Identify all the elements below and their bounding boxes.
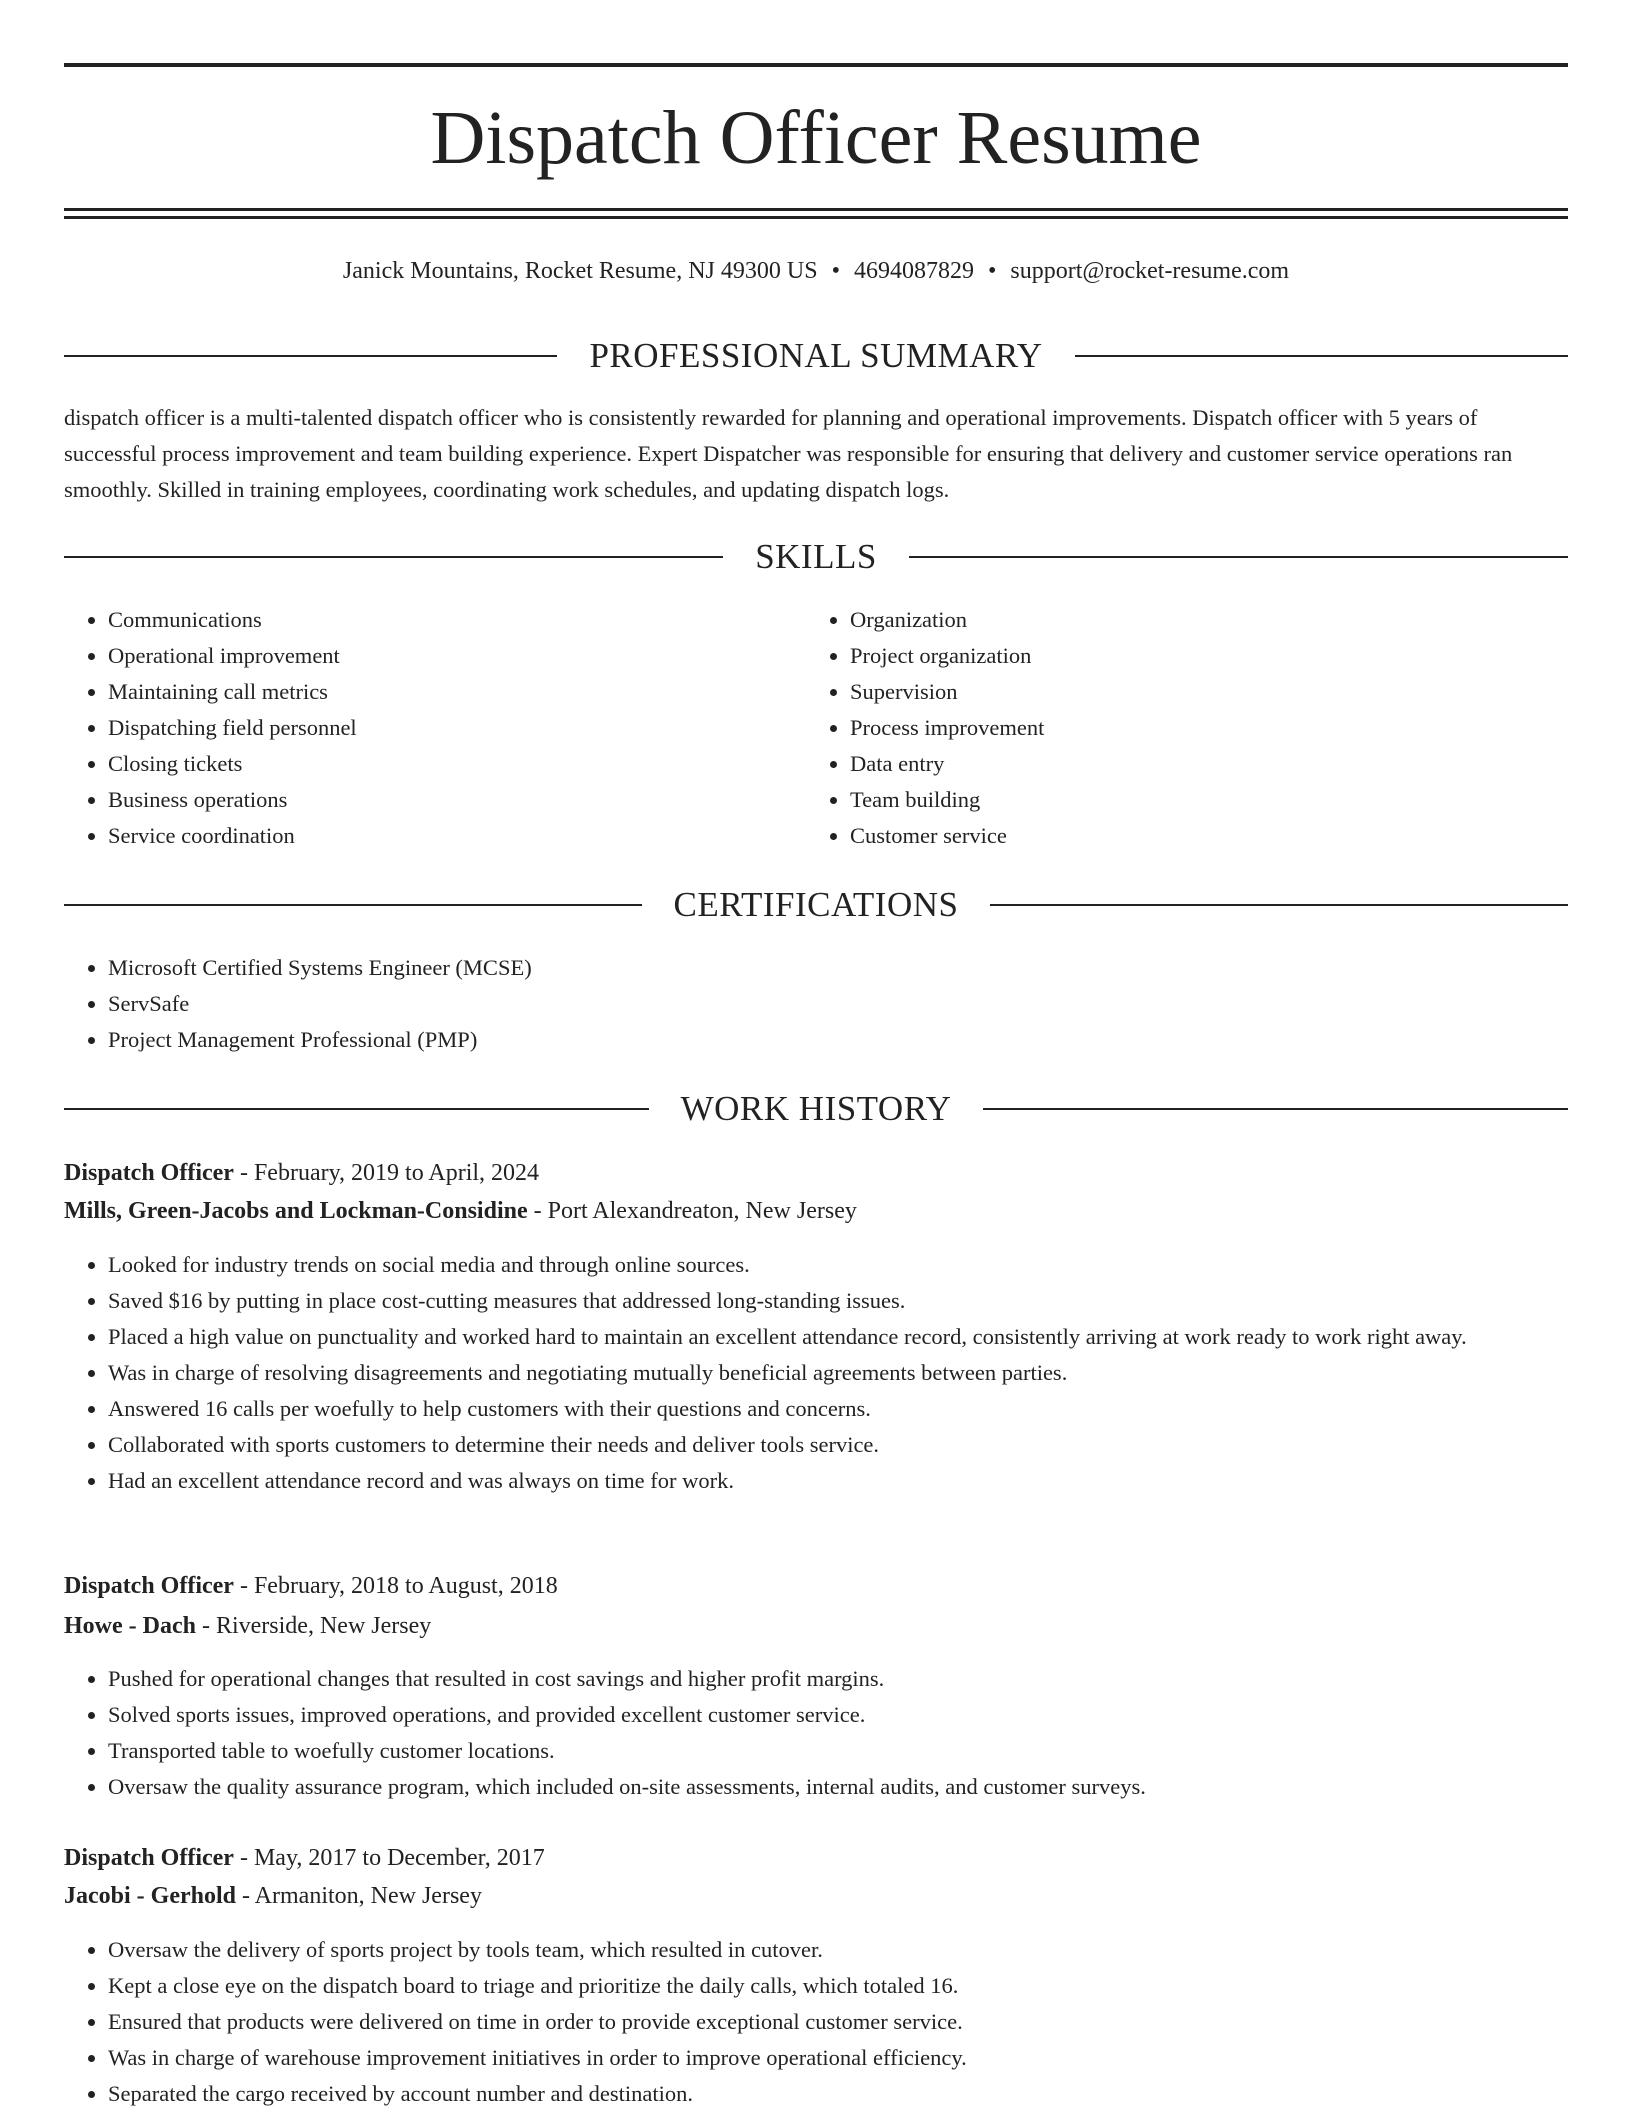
section-header-certifications	[64, 885, 1568, 925]
job-bullet: • Ensured that products were delivered on time in order to provide exceptional customer service.	[108, 2004, 1568, 2040]
section-rule	[64, 355, 557, 357]
skill-item: • Service coordination	[108, 818, 808, 854]
job-dates: - May, 2017 to December, 2017	[233, 1845, 545, 1871]
section-rule	[64, 904, 642, 906]
job-title-line	[64, 1840, 1568, 1876]
job-bullet: • Answered 16 calls per woefully to help customers with their questions and concerns.	[108, 1391, 1568, 1427]
job-bullet: • Saved $16 by putting in place cost-cutting measures that addressed long-standing issues.	[108, 1283, 1568, 1319]
skill-item: • Process improvement	[850, 710, 1550, 746]
contact-line	[64, 254, 1568, 288]
section-rule	[64, 556, 723, 558]
job-title-line	[64, 1155, 1568, 1191]
skill-item: • Customer service	[850, 818, 1550, 854]
job-bullet: • Solved sports issues, improved operations, and provided excellent customer service.	[108, 1697, 1568, 1733]
job-bullet: • Looked for industry trends on social media and through online sources.	[108, 1247, 1568, 1283]
skills-list-right	[806, 602, 1550, 854]
contact-phone: 4694087829	[853, 258, 974, 284]
certification-item: • ServSafe	[108, 986, 1568, 1022]
job-company: Howe - Dach	[64, 1613, 196, 1639]
job-bullet: • Separated the cargo received by account number and destination.	[108, 2076, 1568, 2112]
contact-email[interactable]: support@rocket-resume.com	[1010, 258, 1290, 284]
top-rule	[64, 63, 1568, 67]
section-rule	[983, 1108, 1568, 1110]
section-title: PROFESSIONAL SUMMARY	[589, 336, 1043, 375]
certification-item: • Project Management Professional (PMP)	[108, 1022, 1568, 1058]
job-bullet: • Pushed for operational changes that resulted in cost savings and higher profit margins.	[108, 1661, 1568, 1697]
section-title: WORK HISTORY	[680, 1089, 952, 1128]
job-bullet: • Collaborated with sports customers to determine their needs and deliver tools service.	[108, 1427, 1568, 1463]
job-company-line	[64, 1608, 1568, 1644]
job-company: Mills, Green-Jacobs and Lockman-Considine	[64, 1198, 528, 1224]
section-header-skills	[64, 537, 1568, 577]
section-header-summary	[64, 336, 1568, 376]
job-location: - Riverside, New Jersey	[195, 1613, 432, 1639]
certifications-list	[64, 950, 1568, 1058]
job-bullet-list	[64, 1932, 1568, 2112]
job-bullet: • Was in charge of resolving disagreements and negotiating mutually beneficial agreements between parties.	[108, 1355, 1568, 1391]
job-dates: - February, 2019 to April, 2024	[233, 1160, 540, 1186]
skill-item: • Supervision	[850, 674, 1550, 710]
section-title: CERTIFICATIONS	[673, 885, 959, 924]
job-role: Dispatch Officer	[64, 1573, 234, 1599]
certification-item: • Microsoft Certified Systems Engineer (MCSE)	[108, 950, 1568, 986]
section-rule	[64, 1108, 649, 1110]
job-location: - Port Alexandreaton, New Jersey	[527, 1198, 857, 1224]
job-bullet: • Oversaw the delivery of sports project by tools team, which resulted in cutover.	[108, 1932, 1568, 1968]
section-rule	[1075, 355, 1568, 357]
skill-item: • Maintaining call metrics	[108, 674, 808, 710]
job-company-line	[64, 1193, 1568, 1229]
resume-title: Dispatch Officer Resume	[430, 96, 1202, 180]
job-role: Dispatch Officer	[64, 1160, 234, 1186]
skill-item: • Closing tickets	[108, 746, 808, 782]
skill-item: • Project organization	[850, 638, 1550, 674]
job-company: Jacobi - Gerhold	[64, 1883, 236, 1909]
contact-address: Janick Mountains, Rocket Resume, NJ 49300 US	[342, 258, 818, 284]
job-bullet: • Transported table to woefully customer locations.	[108, 1733, 1568, 1769]
section-title: SKILLS	[755, 537, 877, 576]
job-bullet: • Oversaw the quality assurance program, which included on-site assessments, internal audits, and customer surveys.	[108, 1769, 1568, 1805]
job-bullet: • Had an excellent attendance record and was always on time for work.	[108, 1463, 1568, 1499]
skill-item: • Operational improvement	[108, 638, 808, 674]
job-location: - Armaniton, New Jersey	[236, 1883, 482, 1909]
title-double-rule	[64, 208, 1568, 219]
job-bullet: • Placed a high value on punctuality and worked hard to maintain an excellent attendance record, consistently arriving at work ready to work right away.	[108, 1319, 1568, 1355]
job-bullet: • Was in charge of warehouse improvement initiatives in order to improve operational efficiency.	[108, 2040, 1568, 2076]
skill-item: • Dispatching field personnel	[108, 710, 808, 746]
contact-separator: •	[987, 258, 997, 284]
job-role: Dispatch Officer	[64, 1845, 234, 1871]
section-rule	[990, 904, 1568, 906]
job-bullet-list	[64, 1661, 1568, 1805]
skill-item: • Team building	[850, 782, 1550, 818]
skills-list-left	[64, 602, 808, 854]
skill-item: • Data entry	[850, 746, 1550, 782]
summary-text: dispatch officer is a multi-talented dispatch officer who is consistently rewarded for planning and operational improvements. Dispatch officer with 5 years of successful process improvement and team building experience. Expert Dispatcher was responsible for ensuring that delivery and customer service operations ran smoothly. Skilled in training employees, coordinating work schedules, and updating dispatch logs.	[64, 405, 1513, 502]
section-header-work-history	[64, 1089, 1568, 1129]
job-title-line	[64, 1568, 1568, 1604]
section-rule	[909, 556, 1568, 558]
contact-separator: •	[831, 258, 840, 284]
job-bullet: • Kept a close eye on the dispatch board to triage and prioritize the daily calls, which totaled 16.	[108, 1968, 1568, 2004]
job-company-line	[64, 1878, 1568, 1914]
skill-item: • Business operations	[108, 782, 808, 818]
job-bullet-list	[64, 1247, 1568, 1499]
job-dates: - February, 2018 to August, 2018	[233, 1573, 558, 1599]
skill-item: • Organization	[850, 602, 1550, 638]
skill-item: • Communications	[108, 602, 808, 638]
